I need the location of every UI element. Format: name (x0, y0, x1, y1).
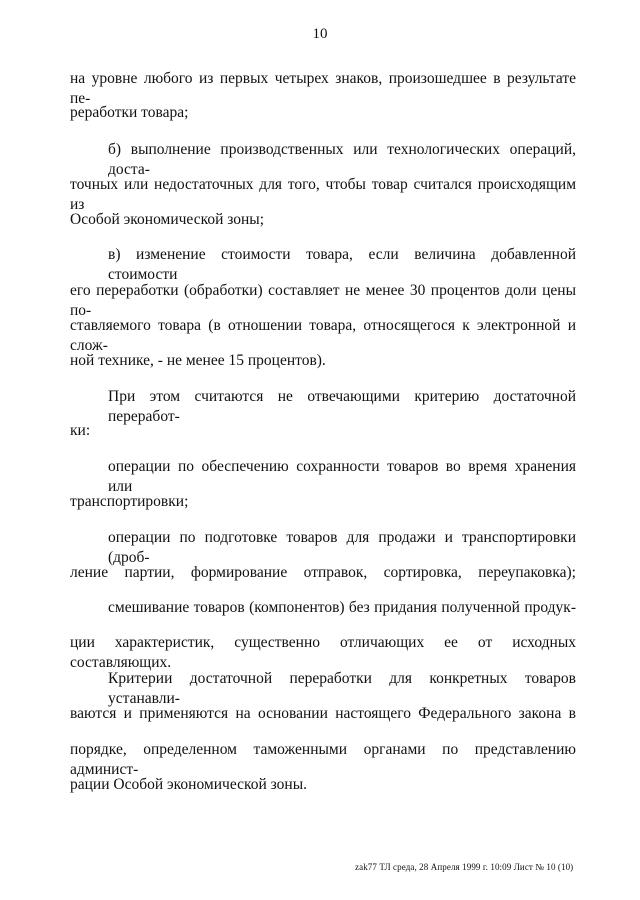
text-line: б) выполнение производственных или технологических операций, доста- (108, 141, 576, 178)
text-line: операции по обеспечению сохранности товаров во время хранения или (108, 458, 576, 495)
text-line: Особой экономической зоны; (70, 211, 265, 228)
text-line: Критерии достаточной переработки для конкретных товаров устанавли- (108, 670, 576, 707)
text-line: При этом считаются не отвечающими критерию достаточной переработ- (108, 388, 576, 425)
text-line: на уровне любого из первых четырех знаков, произошедшее в результате пе- (70, 70, 576, 107)
text-line: его переработки (обработки) составляет не менее 30 процентов доли цены по- (70, 282, 576, 319)
text-line: реработки товара; (70, 104, 189, 121)
text-line: в) изменение стоимости товара, если величина добавленной стоимости (108, 246, 576, 283)
text-line: транспортировки; (70, 493, 189, 510)
text-line: ки: (70, 422, 91, 439)
text-line: порядке, определенном таможенными органами по представлению админист- (70, 741, 576, 778)
text-line: ции характеристик, существенно отличающих ее от исходных составляющих. (70, 634, 576, 671)
text-line: точных или недостаточных для того, чтобы товар считался происходящим из (70, 176, 576, 213)
text-line: ставляемого товара (в отношении товара, относящегося к электронной и слож- (70, 317, 576, 354)
text-line: смешивание товаров (компонентов) без придания полученной продук- (108, 599, 576, 616)
page-footer: zak77 ТЛ среда, 28 Апреля 1999 г. 10:09 Лист № 10 (10) (355, 862, 574, 872)
text-line: ление партии, формирование отправок, сортировка, переупаковка); (70, 564, 576, 581)
page-number: 10 (312, 26, 328, 42)
text-line: ной технике, - не менее 15 процентов). (70, 352, 326, 369)
text-line: рации Особой экономической зоны. (70, 776, 307, 793)
text-line: ваются и применяются на основании настоящего Федерального закона в (70, 705, 576, 722)
text-line: операции по подготовке товаров для продажи и транспортировки (дроб- (108, 529, 576, 566)
